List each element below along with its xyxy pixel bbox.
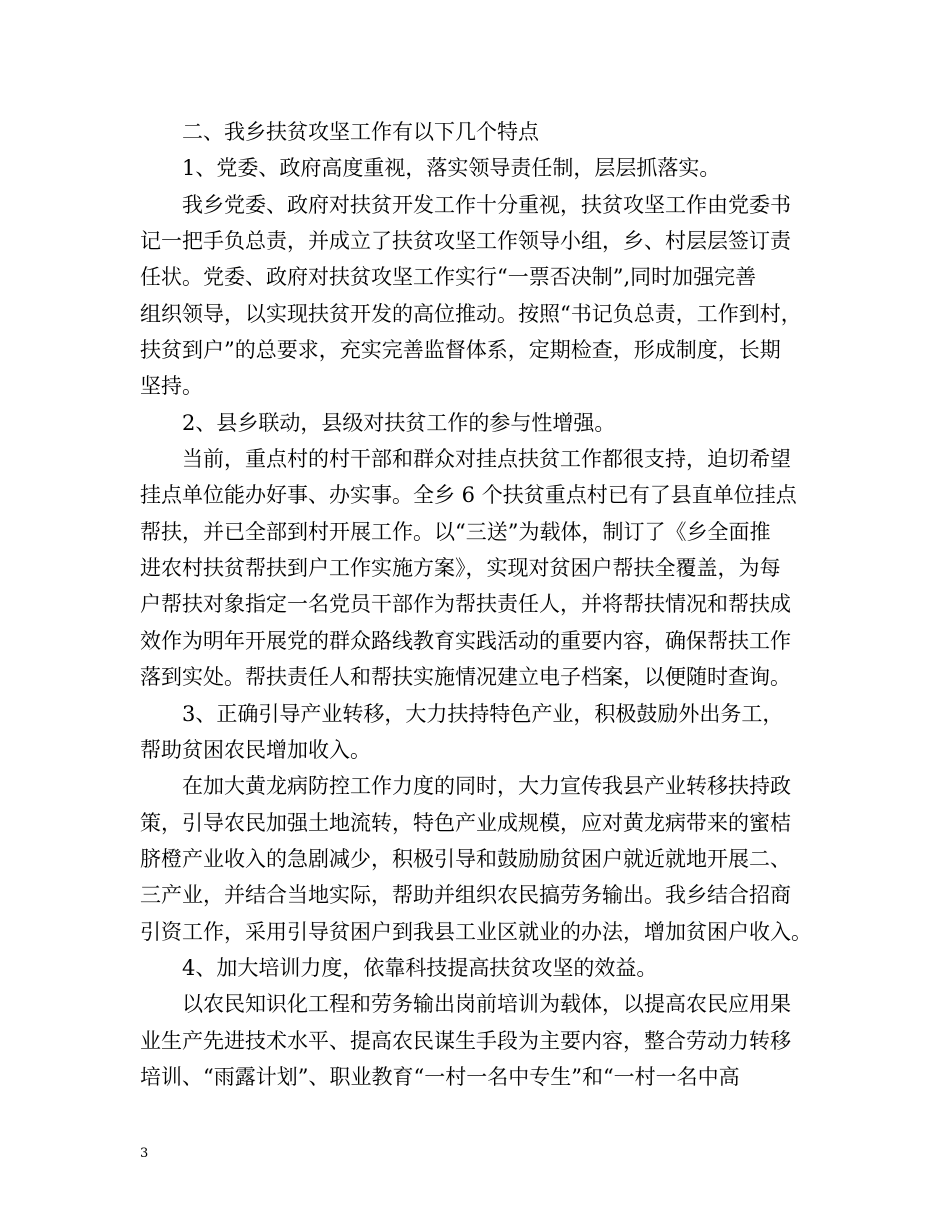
text-line: 进农村扶贫帮扶到户工作实施方案》，实现对贫困户帮扶全覆盖，为每 <box>140 556 781 581</box>
text-line: 效作为明年开展党的群众路线教育实践活动的重要内容，确保帮扶工作 <box>140 628 791 653</box>
text-line: 户帮扶对象指定一名党员干部作为帮扶责任人，并将帮扶情况和帮扶成 <box>140 592 791 617</box>
text-line: 1、党委、政府高度重视，落实领导责任制，层层抓落实。 <box>182 156 721 181</box>
text-line: 落到实处。帮扶责任人和帮扶实施情况建立电子档案，以便随时查询。 <box>140 665 791 690</box>
text-line: 任状。党委、政府对扶贫攻坚工作实行“一票否决制”,同时加强完善 <box>140 265 757 290</box>
text-line: 扶贫到户”的总要求，充实完善监督体系，定期检查，形成制度，长期 <box>140 338 781 363</box>
text-line: 帮扶，并已全部到村开展工作。以“三送”为载体，制订了《乡全面推 <box>140 519 771 544</box>
text-line: 2、县乡联动，县级对扶贫工作的参与性增强。 <box>182 410 616 435</box>
document-body <box>140 114 828 1095</box>
text-line: 我乡党委、政府对扶贫开发工作十分重视，扶贫攻坚工作由党委书 <box>182 192 791 217</box>
text-line: 三产业，并结合当地实际，帮助并组织农民搞劳务输出。我乡结合招商 <box>140 883 791 908</box>
text-line: 3、正确引导产业转移，大力扶持特色产业，积极鼓励外出务工， <box>182 701 784 726</box>
text-line: 4、加大培训力度，依靠科技提高扶贫攻坚的效益。 <box>182 955 658 980</box>
text-line: 记一把手负总责，并成立了扶贫攻坚工作领导小组，乡、村层层签订责 <box>140 229 791 254</box>
text-line: 挂点单位能办好事、办实事。全乡 6 个扶贫重点村已有了县直单位挂点 <box>140 483 797 508</box>
page-number: 3 <box>140 1146 149 1161</box>
text-line: 当前，重点村的村干部和群众对挂点扶贫工作都很支持，迫切希望 <box>182 447 791 472</box>
text-line: 培训、“雨露计划”、职业教育“一村一名中专生”和“一村一名中高 <box>140 1064 740 1089</box>
text-line: 引资工作，采用引导贫困户到我县工业区就业的办法，增加贫困户收入。 <box>140 919 812 944</box>
text-line: 组织领导，以实现扶贫开发的高位推动。按照“书记负总责，工作到村， <box>140 301 802 326</box>
text-line: 以农民知识化工程和劳务输出岗前培训为载体，以提高农民应用果 <box>182 992 791 1017</box>
text-line: 策，引导农民加强土地流转，特色产业成规模，应对黄龙病带来的蜜桔 <box>140 810 791 835</box>
text-line: 在加大黄龙病防控工作力度的同时，大力宣传我县产业转移扶持政 <box>182 774 791 799</box>
text-line: 二、我乡扶贫攻坚工作有以下几个特点 <box>182 120 539 144</box>
text-line: 脐橙产业收入的急剧减少，积极引导和鼓励励贫困户就近就地开展二、 <box>140 846 791 871</box>
text-line: 帮助贫困农民增加收入。 <box>140 737 371 762</box>
text-line: 业生产先进技术水平、提高农民谋生手段为主要内容，整合劳动力转移 <box>140 1028 791 1053</box>
text-line: 坚持。 <box>140 374 203 399</box>
